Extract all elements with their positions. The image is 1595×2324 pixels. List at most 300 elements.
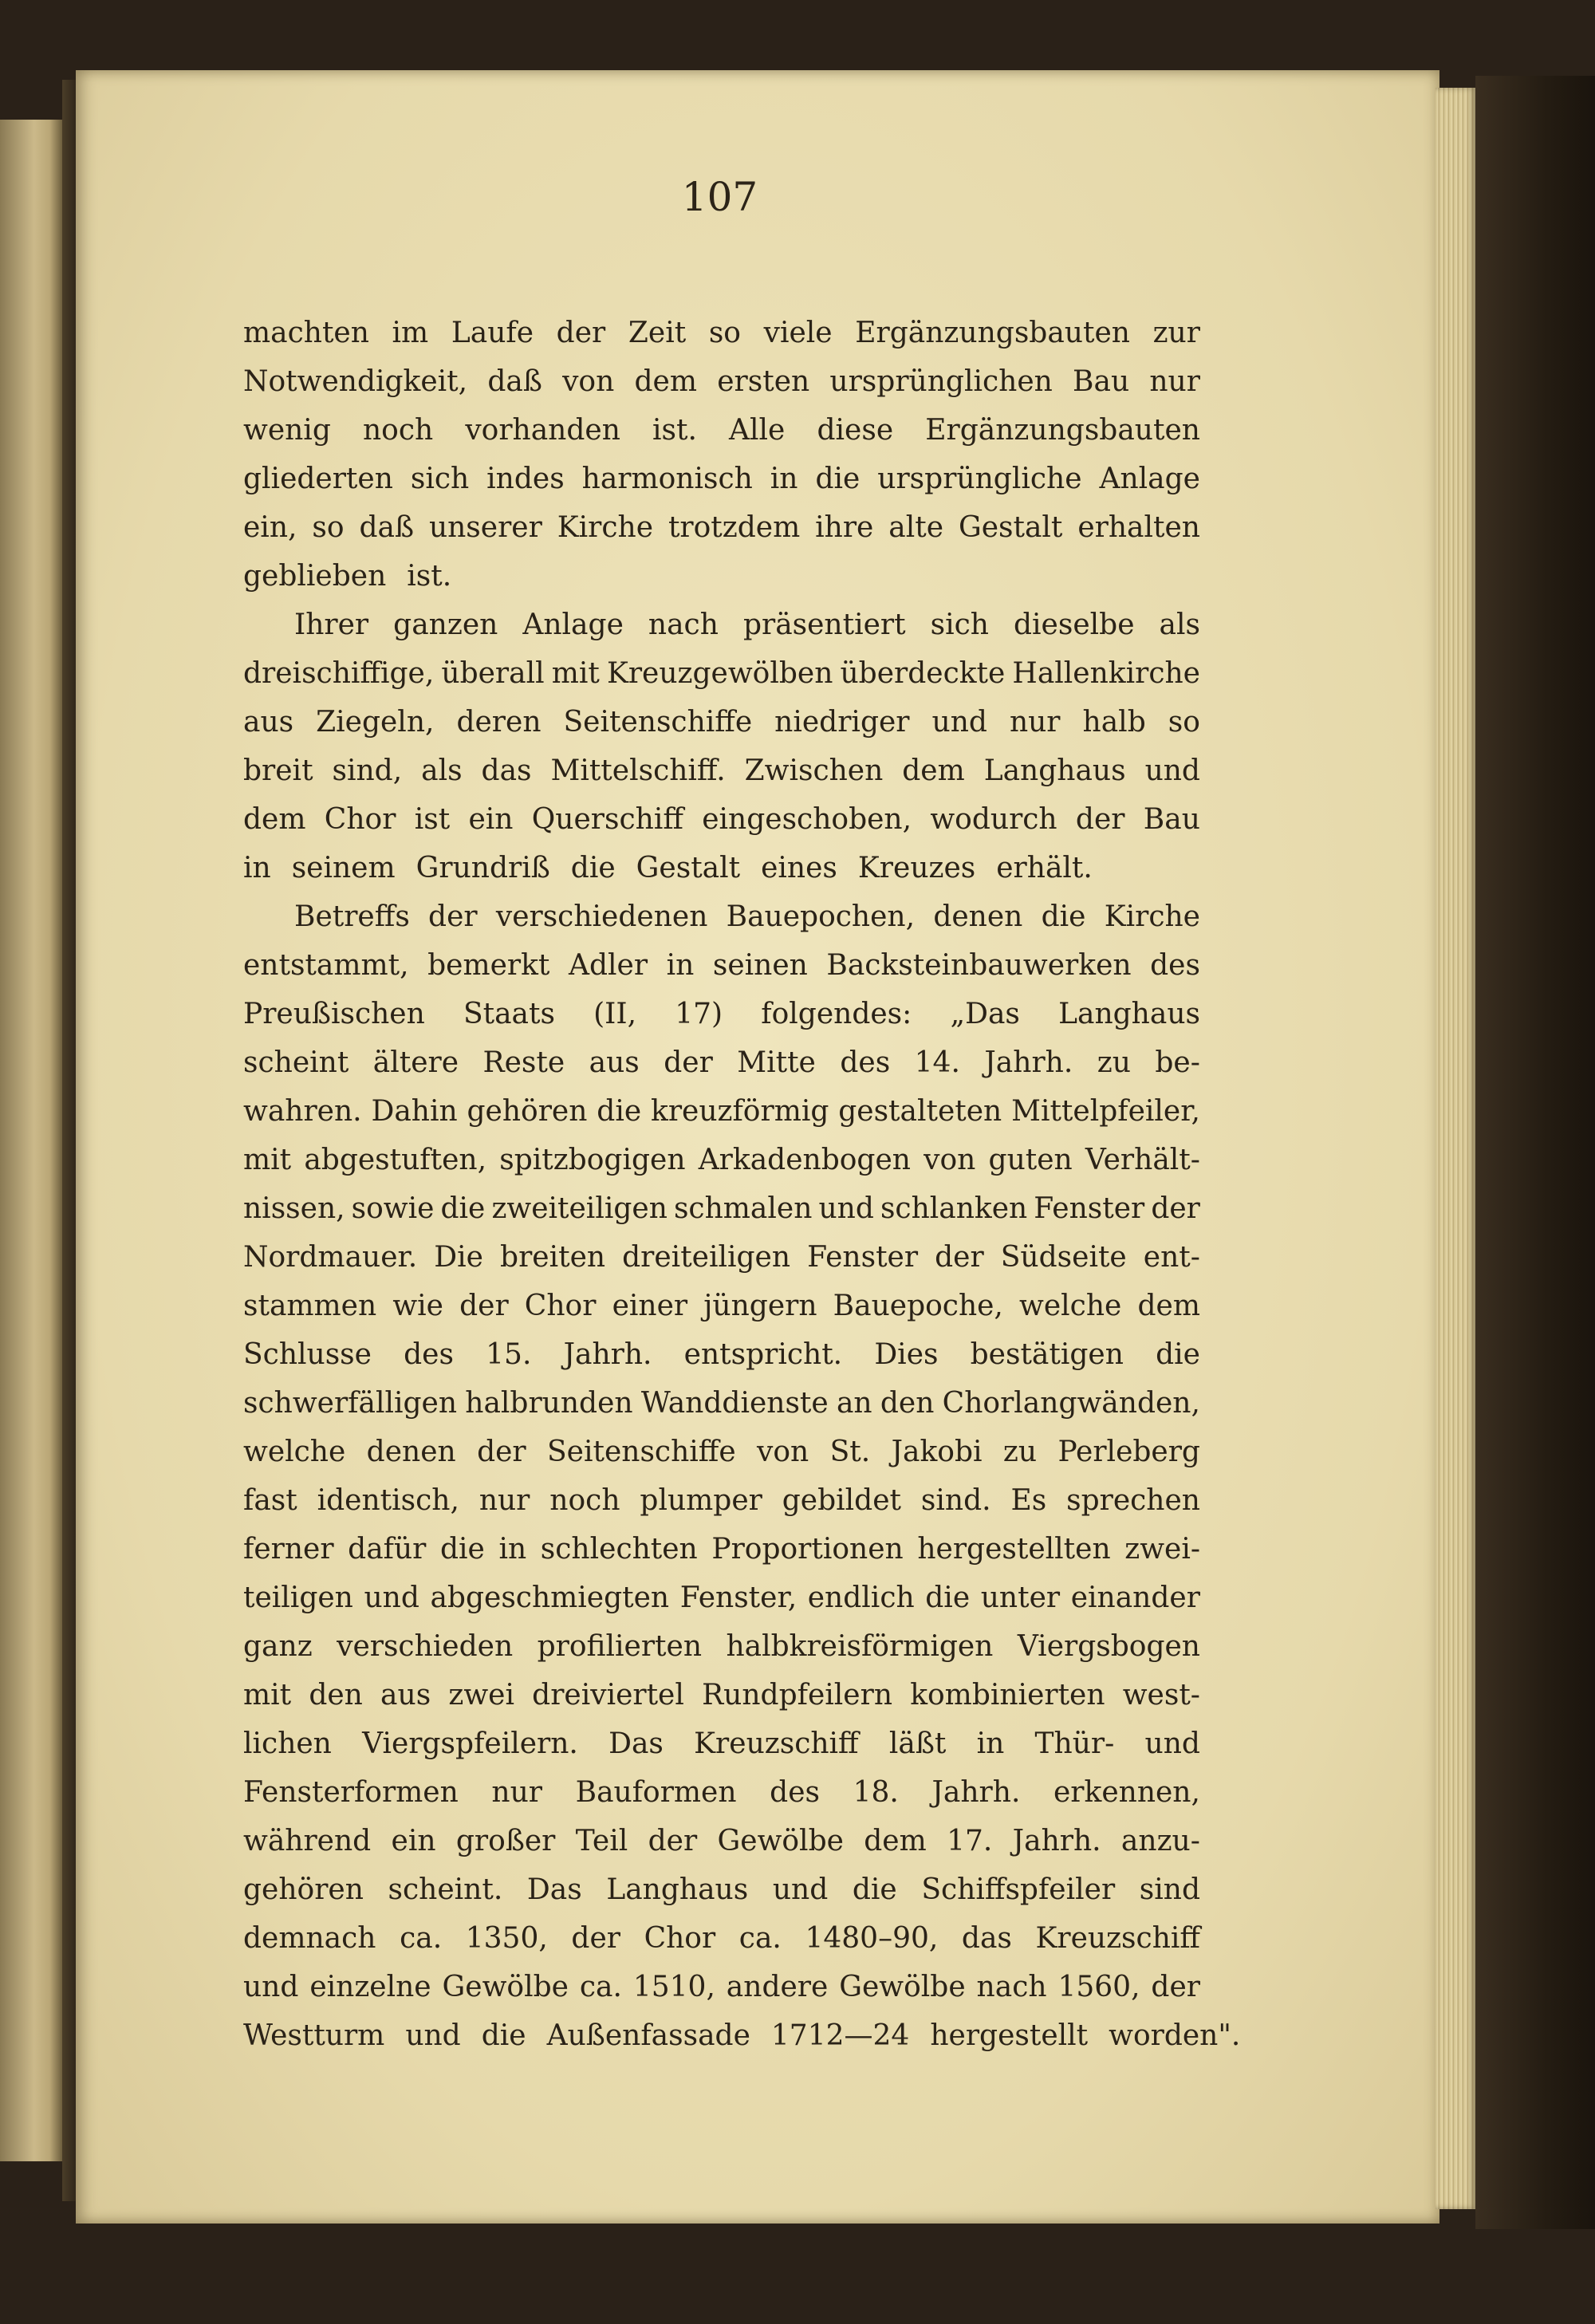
text-line: [243, 1330, 1200, 1379]
word: unter: [980, 1582, 1061, 1614]
text-line: [243, 1719, 1200, 1768]
word: die: [1041, 900, 1086, 933]
word: ganzen: [393, 609, 498, 641]
word: Schlusse: [243, 1338, 372, 1371]
word: unserer: [428, 511, 542, 544]
word: Viergspfeilern.: [362, 1727, 578, 1760]
word: der: [664, 1046, 713, 1079]
word: Jahrh.: [984, 1046, 1073, 1079]
word: Kreuzschiff: [694, 1727, 859, 1760]
word: wahren.: [243, 1095, 362, 1128]
word: guten: [988, 1144, 1073, 1176]
word: nur: [1009, 706, 1061, 739]
word: ganz: [243, 1630, 313, 1663]
word: vorhanden: [465, 414, 620, 447]
word: dem: [243, 803, 306, 836]
word: in: [243, 852, 271, 884]
word: Bau: [1143, 803, 1200, 836]
word: und: [772, 1873, 829, 1906]
word: Perleberg: [1057, 1436, 1200, 1468]
text-line: [243, 892, 1200, 941]
word: Seitenschiffe: [547, 1436, 736, 1468]
word: „Das: [950, 998, 1020, 1030]
word: bemerkt: [427, 949, 550, 982]
word: trotzdem: [668, 511, 801, 544]
word: so: [312, 511, 345, 544]
word: lichen: [243, 1727, 332, 1760]
word: Arkadenbogen: [698, 1144, 911, 1176]
word: nur: [1149, 365, 1200, 398]
word: gebildet: [782, 1484, 901, 1517]
word: Jahrh.: [563, 1338, 652, 1371]
text-line: [243, 2011, 1241, 2060]
word: Schiffspfeiler: [921, 1873, 1116, 1906]
word: seinem: [291, 852, 396, 884]
word: Alle: [729, 414, 786, 447]
word: läßt: [888, 1727, 947, 1760]
word: 17.: [947, 1825, 993, 1857]
word: Gewölbe: [839, 1971, 966, 2003]
word: ferner: [243, 1533, 334, 1566]
text-line: [243, 795, 1200, 844]
word: diese: [817, 414, 894, 447]
word: profilierten: [537, 1630, 703, 1663]
word: nur: [478, 1484, 530, 1517]
word: Verhält-: [1085, 1144, 1200, 1176]
page-number: 107: [681, 174, 758, 220]
word: Viergsbogen: [1017, 1630, 1200, 1663]
word: fast: [243, 1484, 297, 1517]
word: der: [935, 1241, 984, 1274]
word: scheint: [243, 1046, 349, 1079]
text-line: [243, 649, 1200, 698]
word: nach: [648, 609, 719, 641]
word: Seitenschiffe: [563, 706, 753, 739]
word: worden".: [1109, 2019, 1241, 2052]
word: zwei-: [1124, 1533, 1200, 1566]
text-line: [243, 1525, 1200, 1574]
word: Bau: [1073, 365, 1130, 398]
word: bestätigen: [970, 1338, 1124, 1371]
word: Dies: [874, 1338, 939, 1371]
word: überall: [441, 657, 545, 690]
word: endlich: [807, 1582, 915, 1614]
word: so: [1168, 706, 1200, 739]
word: schmalen: [673, 1192, 813, 1225]
word: 1480–90,: [805, 1922, 939, 1955]
word: gestalteten: [838, 1095, 1002, 1128]
word: Staats: [463, 998, 555, 1030]
word: halbrunden: [465, 1387, 633, 1420]
word: Laufe: [451, 317, 534, 349]
word: 1712—24: [770, 2019, 910, 2052]
text-line: [243, 698, 1200, 746]
word: einer: [612, 1290, 688, 1322]
word: Langhaus: [606, 1873, 749, 1906]
word: ca.: [579, 1971, 622, 2003]
word: 18.: [853, 1776, 899, 1809]
word: Gewölbe: [717, 1825, 844, 1857]
word: ist: [414, 803, 451, 836]
word: der: [556, 317, 606, 349]
word: dafür: [348, 1533, 427, 1566]
word: Adler: [568, 949, 648, 982]
word: so: [708, 317, 741, 349]
word: Anlage: [522, 609, 624, 641]
word: einzelne: [309, 1971, 431, 2003]
word: Die: [434, 1241, 483, 1274]
word: und: [931, 706, 987, 739]
word: ihre: [815, 511, 874, 544]
word: Kirche: [1104, 900, 1200, 933]
word: der: [428, 900, 478, 933]
word: von: [757, 1436, 809, 1468]
word: entspricht.: [683, 1338, 843, 1371]
word: dieselbe: [1014, 609, 1135, 641]
word: 1560,: [1057, 1971, 1140, 2003]
word: Ihrer: [294, 609, 369, 641]
word: als: [1159, 609, 1200, 641]
text-line: [243, 503, 1200, 552]
word: und: [364, 1582, 419, 1614]
word: sich: [410, 463, 470, 495]
word: Fensterformen: [243, 1776, 459, 1809]
word: Mittelpfeiler,: [1011, 1095, 1200, 1128]
word: halb: [1082, 706, 1146, 739]
word: wenig: [243, 414, 331, 447]
word: im: [392, 317, 429, 349]
word: entstammt,: [243, 949, 409, 982]
word: die: [852, 1873, 897, 1906]
word: ältere: [372, 1046, 459, 1079]
word: niedriger: [774, 706, 910, 739]
text-line: [243, 1963, 1200, 2011]
word: Wanddienste: [640, 1387, 829, 1420]
word: 15.: [486, 1338, 532, 1371]
word: be-: [1155, 1046, 1200, 1079]
word: der: [477, 1436, 526, 1468]
word: die: [815, 463, 861, 495]
word: denen: [933, 900, 1023, 933]
word: demnach: [243, 1922, 376, 1955]
word: in: [770, 463, 798, 495]
text-line: [243, 1136, 1200, 1184]
word: Jahrh.: [1012, 1825, 1101, 1857]
word: sind: [1139, 1873, 1200, 1906]
word: Querschiff: [531, 803, 683, 836]
word: spitzbogigen: [499, 1144, 686, 1176]
word: verschiedenen: [495, 900, 708, 933]
word: ein: [391, 1825, 436, 1857]
word: 14.: [914, 1046, 960, 1079]
word: der: [1075, 803, 1125, 836]
word: scheint.: [388, 1873, 503, 1906]
word: noch: [549, 1484, 620, 1517]
word: in: [666, 949, 695, 982]
word: Westturm: [243, 2019, 385, 2052]
word: Thür-: [1034, 1727, 1115, 1760]
word: die: [440, 1533, 485, 1566]
word: daß: [487, 365, 542, 398]
word: Anlage: [1099, 463, 1200, 495]
word: wodurch: [930, 803, 1057, 836]
word: geblieben: [243, 560, 387, 593]
word: von: [562, 365, 615, 398]
word: nur: [491, 1776, 542, 1809]
word: dreischiffige,: [243, 657, 435, 690]
word: dreiteiligen: [622, 1241, 791, 1274]
text-line: [243, 844, 1200, 892]
word: einander: [1070, 1582, 1200, 1614]
word: zu: [1097, 1046, 1131, 1079]
word: die: [1156, 1338, 1200, 1371]
word: ist.: [652, 414, 697, 447]
word: Fenster: [1034, 1192, 1145, 1225]
word: deren: [456, 706, 542, 739]
word: zur: [1152, 317, 1200, 349]
word: zu: [1002, 1436, 1038, 1468]
word: Dahin: [371, 1095, 458, 1128]
word: sprechen: [1066, 1484, 1200, 1517]
previous-page-edge: [0, 120, 62, 2161]
word: ca.: [400, 1922, 443, 1955]
word: dem: [634, 365, 698, 398]
word: Zeit: [628, 317, 687, 349]
word: Fenster: [807, 1241, 919, 1274]
word: sind.: [920, 1484, 991, 1517]
word: das: [961, 1922, 1012, 1955]
word: plumper: [640, 1484, 762, 1517]
word: während: [243, 1825, 372, 1857]
word: Ergänzungsbauten: [925, 414, 1200, 447]
word: sind,: [332, 754, 403, 787]
word: Reste: [482, 1046, 565, 1079]
word: Notwendigkeit,: [243, 365, 468, 398]
word: erkennen,: [1053, 1776, 1200, 1809]
text-line: [243, 1184, 1200, 1233]
word: kreuzförmig: [651, 1095, 829, 1128]
word: breiten: [500, 1241, 606, 1274]
word: Südseite: [1000, 1241, 1127, 1274]
text-line: [243, 1087, 1200, 1136]
word: seinen: [712, 949, 808, 982]
word: Das: [608, 1727, 664, 1760]
word: (II,: [593, 998, 637, 1030]
word: Preußischen: [243, 998, 425, 1030]
word: gliederten: [243, 463, 393, 495]
word: schlechten: [540, 1533, 698, 1566]
word: und: [243, 1971, 299, 2003]
word: abgeschmiegten: [430, 1582, 670, 1614]
page-stack-edge: [1436, 88, 1475, 2209]
word: des: [770, 1776, 820, 1809]
word: überdeckte: [840, 657, 1006, 690]
word: gehören: [467, 1095, 588, 1128]
text-line: [243, 1817, 1200, 1865]
word: zwei: [448, 1679, 514, 1711]
word: Bauepoche,: [833, 1290, 1003, 1322]
word: daß: [359, 511, 415, 544]
word: ursprünglichen: [829, 365, 1053, 398]
word: den: [309, 1679, 363, 1711]
word: kombinierten: [910, 1679, 1105, 1711]
word: Das: [526, 1873, 582, 1906]
text-line: [243, 1865, 1200, 1914]
word: in: [498, 1533, 527, 1566]
word: an: [836, 1387, 872, 1420]
word: hergestellten: [917, 1533, 1111, 1566]
word: Bauepochen,: [726, 900, 916, 933]
word: andere: [726, 1971, 829, 2003]
word: 1510,: [632, 1971, 715, 2003]
word: aus: [589, 1046, 640, 1079]
word: Chor: [524, 1290, 597, 1322]
word: ca.: [738, 1922, 782, 1955]
word: welche: [243, 1436, 346, 1468]
word: der: [459, 1290, 509, 1322]
word: halbkreisförmigen: [726, 1630, 994, 1663]
word: ent-: [1143, 1241, 1200, 1274]
word: sowie: [351, 1192, 435, 1225]
word: Chor: [324, 803, 396, 836]
word: Chorlangwänden,: [942, 1387, 1200, 1420]
word: Langhaus: [983, 754, 1126, 787]
word: ein,: [243, 511, 297, 544]
word: Jahrh.: [931, 1776, 1021, 1809]
word: 1350,: [465, 1922, 548, 1955]
word: und: [1144, 754, 1200, 787]
word: Kreuzes: [857, 852, 976, 884]
word: anzu-: [1120, 1825, 1200, 1857]
text-line: [243, 1233, 1200, 1282]
word: des: [1150, 949, 1200, 982]
word: der: [648, 1825, 698, 1857]
word: Gestalt: [636, 852, 741, 884]
word: Kreuzgewölben: [606, 657, 833, 690]
word: jüngern: [703, 1290, 817, 1322]
word: ein: [468, 803, 514, 836]
word: dreiviertel: [532, 1679, 684, 1711]
word: und: [405, 2019, 461, 2052]
word: Langhaus: [1058, 998, 1200, 1030]
word: Betreffs: [294, 900, 410, 933]
word: und: [1144, 1727, 1200, 1760]
text-line: [243, 357, 1200, 406]
word: großer: [455, 1825, 556, 1857]
word: den: [880, 1387, 935, 1420]
word: abgestuften,: [304, 1144, 487, 1176]
word: folgendes:: [761, 998, 912, 1030]
word: wie: [392, 1290, 443, 1322]
word: erhält.: [996, 852, 1093, 884]
word: aus: [380, 1679, 431, 1711]
word: identisch,: [317, 1484, 459, 1517]
text-line: [243, 1914, 1200, 1963]
word: noch: [362, 414, 434, 447]
word: Chor: [644, 1922, 716, 1955]
word: Kirche: [557, 511, 654, 544]
word: Es: [1010, 1484, 1047, 1517]
word: von: [924, 1144, 976, 1176]
word: schlanken: [880, 1192, 1028, 1225]
word: ersten: [717, 365, 810, 398]
word: Fenster,: [679, 1582, 798, 1614]
word: Mittelschiff.: [550, 754, 726, 787]
text-line: [243, 309, 1200, 357]
word: gehören: [243, 1873, 364, 1906]
word: erhalten: [1077, 511, 1200, 544]
word: das: [481, 754, 532, 787]
text-line: [243, 1671, 1200, 1719]
word: des: [840, 1046, 891, 1079]
word: eingeschoben,: [702, 803, 912, 836]
word: teiligen: [243, 1582, 353, 1614]
word: sich: [930, 609, 989, 641]
word: der: [1151, 1192, 1200, 1225]
text-line: [243, 1574, 1200, 1622]
word: dem: [1137, 1290, 1200, 1322]
text-line: [243, 1282, 1200, 1330]
word: des: [404, 1338, 454, 1371]
word: die: [440, 1192, 486, 1225]
word: eines: [761, 852, 837, 884]
word: mit: [243, 1144, 292, 1176]
book-cover-edge: [1475, 76, 1595, 2229]
word: Ziegeln,: [316, 706, 435, 739]
word: die: [925, 1582, 971, 1614]
word: harmonisch: [581, 463, 753, 495]
word: Zwischen: [744, 754, 884, 787]
word: Mitte: [737, 1046, 816, 1079]
word: welche: [1019, 1290, 1122, 1322]
word: 17): [675, 998, 723, 1030]
word: Teil: [575, 1825, 628, 1857]
word: die: [597, 1095, 642, 1128]
word: aus: [243, 706, 294, 739]
word: Rundpfeilern: [702, 1679, 892, 1711]
word: mit: [243, 1679, 292, 1711]
word: dem: [902, 754, 965, 787]
word: breit: [243, 754, 313, 787]
word: indes: [486, 463, 565, 495]
text-line: [243, 1622, 1200, 1671]
body-text: [243, 309, 1241, 2060]
text-line: [243, 1768, 1200, 1817]
text-line: [243, 455, 1200, 503]
text-line: [243, 1428, 1200, 1476]
word: ist.: [407, 560, 452, 593]
word: ursprüngliche: [877, 463, 1082, 495]
word: nissen,: [243, 1192, 345, 1225]
word: zweiteiligen: [491, 1192, 668, 1225]
word: machten: [243, 317, 369, 349]
word: west-: [1122, 1679, 1200, 1711]
word: Jakobi: [891, 1436, 983, 1468]
text-line: [243, 601, 1200, 649]
word: St.: [829, 1436, 871, 1468]
word: präsentiert: [742, 609, 906, 641]
word: alte: [888, 511, 944, 544]
text-line: [243, 1038, 1200, 1087]
word: Gewölbe: [442, 1971, 569, 2003]
word: die: [570, 852, 616, 884]
word: Backsteinbauwerken: [826, 949, 1132, 982]
text-line: [243, 406, 1200, 455]
word: stammen: [243, 1290, 377, 1322]
word: Gestalt: [958, 511, 1063, 544]
text-line: [243, 941, 1200, 990]
word: der: [571, 1922, 620, 1955]
